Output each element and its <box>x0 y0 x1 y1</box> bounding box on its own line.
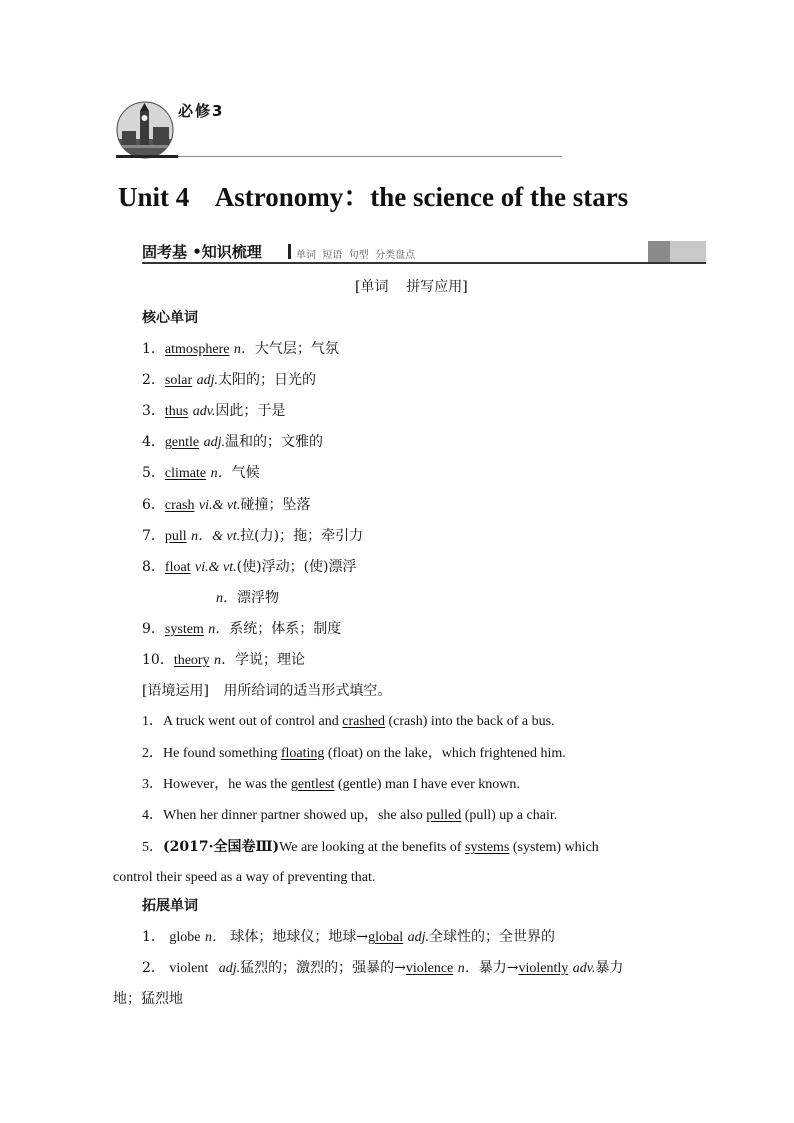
big-ben-icon <box>116 101 174 159</box>
answer-blank: global <box>368 930 404 945</box>
core-word-item: n．漂浮物 <box>216 590 279 606</box>
context-item: 2．He found something floating (float) on the lake，which frightened him. <box>142 746 566 761</box>
answer-blank: system <box>164 622 204 637</box>
answer-blank: systems <box>465 840 510 855</box>
answer-blank: violence <box>405 961 454 976</box>
core-word-item: 2．solar adj.太阳的；日光的 <box>142 372 316 388</box>
answer-blank: crashed <box>342 714 386 729</box>
answer-blank: solar <box>164 373 193 388</box>
core-word-item: 1．atmosphere n．大气层；气氛 <box>142 341 339 357</box>
answer-blank: climate <box>164 466 207 481</box>
unit-title: Unit 4 Astronomy：the science of the stars <box>118 182 629 212</box>
core-word-item: 5．climate n．气候 <box>142 465 260 481</box>
core-word-item: 4．gentle adj.温和的；文雅的 <box>142 434 323 450</box>
context-item: 5．(2017·全国卷Ⅲ)We are looking at the benefits of systems (system) which <box>142 839 599 855</box>
header-underline-dark <box>116 155 178 158</box>
header-emblem <box>116 101 174 159</box>
book-label: 必修3 <box>178 102 225 120</box>
context-item: 3．However，he was the gentlest (gentle) man I have ever known. <box>142 777 520 792</box>
subsection-title: [单词 拼写应用] <box>355 279 468 295</box>
header-underline <box>116 156 562 157</box>
answer-blank: crash <box>164 498 195 513</box>
core-word-item: 6．crash vi.& vt.碰撞；坠落 <box>142 497 311 513</box>
ext-item: 1． globe n． 球体；地球仪；地球→global adj.全球性的；全世界的 <box>142 929 555 945</box>
ext-item-continuation: 地；猛烈地 <box>113 991 183 1007</box>
answer-blank: pulled <box>426 808 462 823</box>
section-bar-subtitle: 单词 短语 句型 分类盘点 <box>296 250 416 261</box>
ext-heading: 拓展单词 <box>142 898 198 914</box>
context-item-continuation: control their speed as a way of preventing that. <box>113 870 376 885</box>
answer-blank: atmosphere <box>164 342 230 357</box>
answer-blank: gentle <box>164 435 200 450</box>
source-tag: (2017·全国卷Ⅲ) <box>163 839 280 855</box>
section-bar-divider <box>288 244 291 259</box>
context-item: 4．When her dinner partner showed up，she also pulled (pull) up a chair. <box>142 808 558 823</box>
core-word-item: 8．float vi.& vt.(使)浮动；(使)漂浮 <box>142 559 357 575</box>
core-word-item: 10．theory n．学说；理论 <box>142 652 306 668</box>
answer-blank: pull <box>164 529 187 544</box>
context-item: 1．A truck went out of control and crashed (crash) into the back of a bus. <box>142 714 555 729</box>
core-word-item: 9．system n．系统；体系；制度 <box>142 621 342 637</box>
answer-blank: floating <box>280 746 325 761</box>
answer-blank: float <box>164 560 191 575</box>
core-heading: 核心单词 <box>142 310 198 326</box>
core-word-item: 7．pull n．& vt.拉(力)；拖；牵引力 <box>142 528 364 544</box>
context-heading <box>142 682 391 700</box>
ext-item: 2． violent adj.猛烈的；激烈的；强暴的→violence n．暴力→violently adv.暴力 <box>142 960 624 976</box>
core-word-item: 3．thus adv.因此；于是 <box>142 403 286 419</box>
section-bar <box>142 241 706 264</box>
context-instruction: 用所给词的适当形式填空。 <box>223 683 392 699</box>
context-tag: [语境运用] <box>142 683 209 699</box>
section-bar-title: 固考基 •知识梳理 <box>142 243 262 261</box>
answer-blank: violently <box>518 961 569 976</box>
answer-blank: thus <box>164 404 189 419</box>
answer-blank: gentlest <box>290 777 335 792</box>
answer-blank: theory <box>173 653 210 668</box>
